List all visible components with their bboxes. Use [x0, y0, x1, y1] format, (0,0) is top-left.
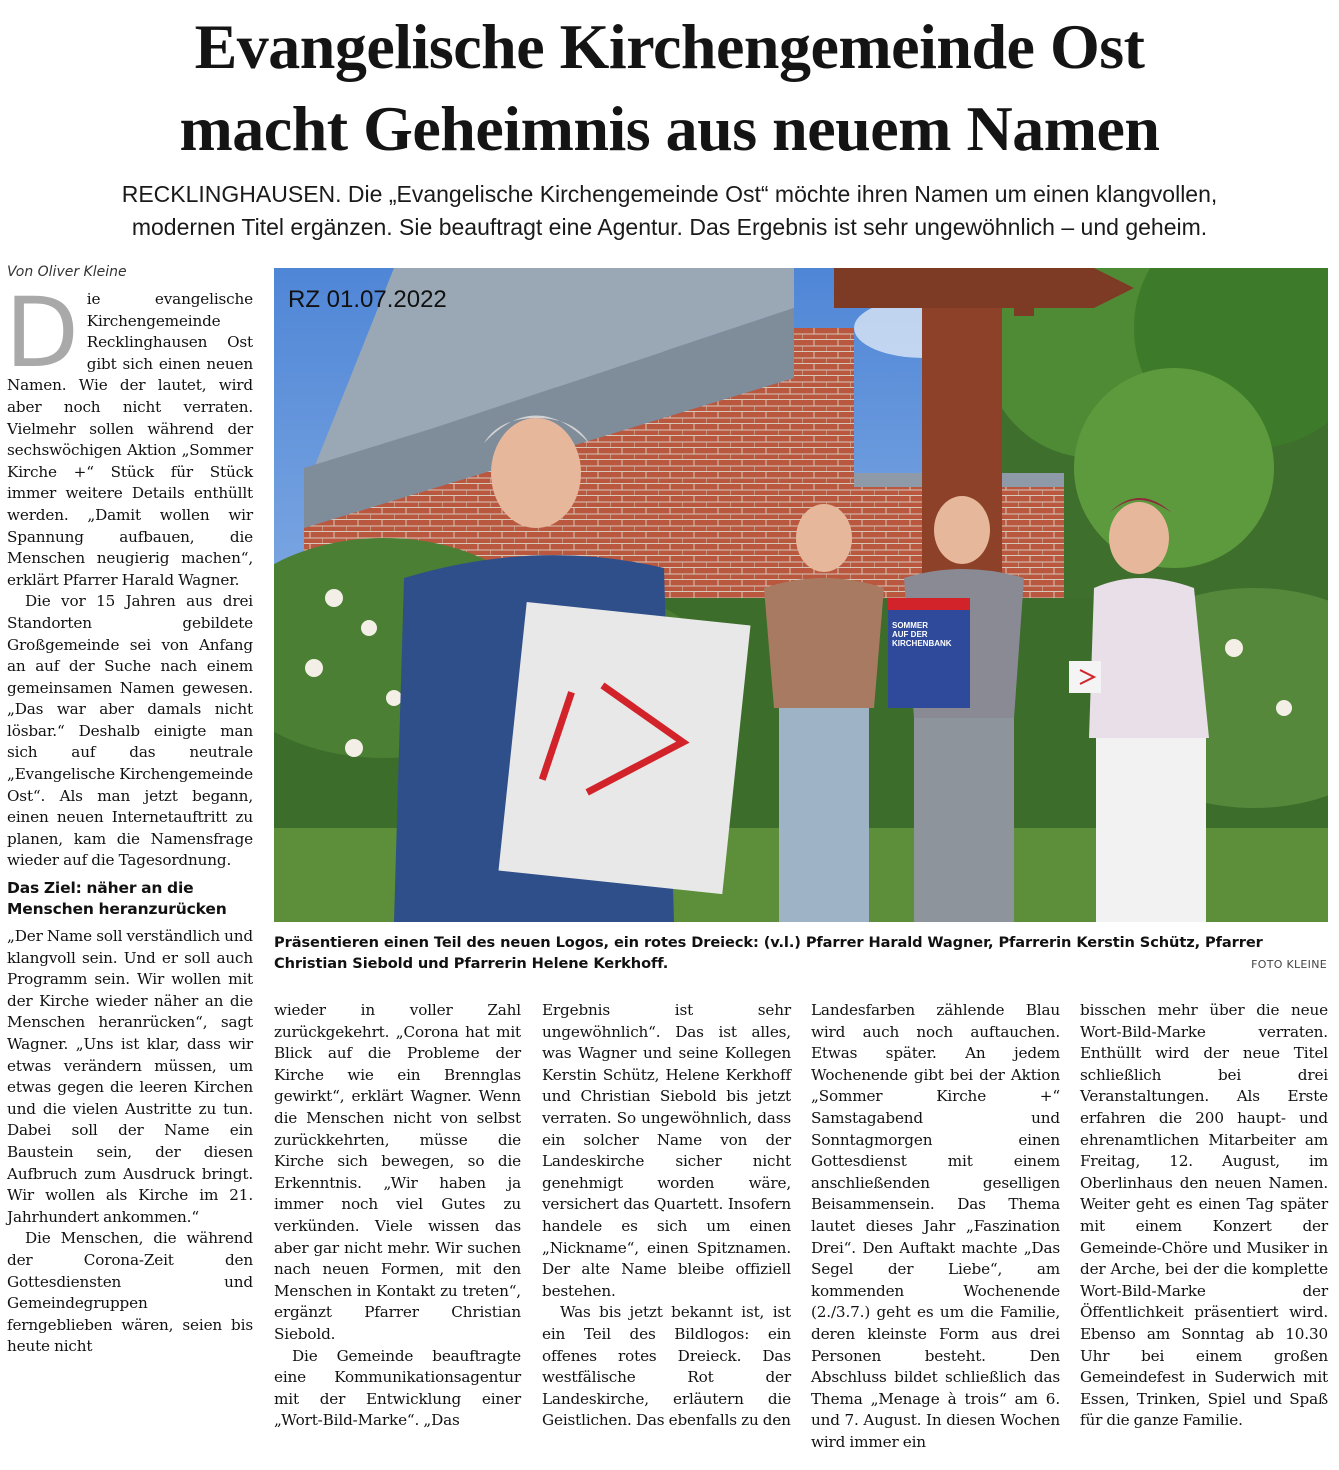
teaser-line-1: RECKLINGHAUSEN. Die „Evangelische Kirchengemeinde Ost“ möchte ihren Namen um einen klangvollen,: [121, 181, 1218, 207]
paragraph-8: Was bis jetzt bekannt ist, ist ein Teil des Bildlogos: ein offenes rotes Dreieck. Das westfälische Rot der Landeskirche, erläutern die Geistlichen. Das ebenfalls zu den: [542, 1303, 791, 1430]
article-column-3: [542, 1000, 791, 1432]
paragraph-10: bisschen mehr über die neue Wort-Bild-Marke verraten. Enthüllt wird der neue Titel schließlich bei drei Veranstaltungen. Als Erste erfahren die 200 haupt- und ehrenamtlichen Mitarbeiter am Freitag, 12. August, im Oberlinhaus den neuen Namen. Weiter geht es einen Tag später mit einem Konzert der Gemeinde-Chöre und Musiker in der Arche, bei der die komplette Wort-Bild-Marke der Öffentlichkeit präsentiert wird. Ebenso am Sonntag ab 10.30 Uhr bei einem großen Gemeindefest in Suderwich mit Essen, Trinken, Spiel und Spaß für die ganze Familie.: [1080, 1001, 1328, 1430]
article-photo: [274, 268, 1328, 922]
drop-cap: D: [5, 277, 79, 389]
poster-line-3: KIRCHENBANK: [892, 639, 952, 648]
paragraph-7: Ergebnis ist sehr ungewöhnlich“. Das ist alles, was Wagner und seine Kollegen Kerstin Schütz, Helene Kerkhoff und Christian Siebold bis jetzt verraten. So ungewöhnlich, dass ein solcher Name von der Landeskirche sicher nicht genehmigt worden wäre, versichert das Quartett. Insofern handele es sich um einen „Nickname“, einen Spitznamen. Der alte Name bleibe offiziell bestehen.: [542, 1001, 791, 1300]
article-column-5: [1080, 1000, 1328, 1432]
paragraph-5: wieder in voller Zahl zurückgekehrt. „Corona hat mit Blick auf die Probleme der Kirche wie ein Brennglas gewirkt“, erklärt Wagner. Wenn die Menschen nicht von selbst zurückkehrten, müsse die Kirche sich bewegen, so die Erkenntnis. „Wir haben ja immer noch viel Gutes zu verkünden. Viele wissen das aber gar nicht mehr. Wir suchen nach neuen Formen, mit den Menschen in Kontakt zu treten“, ergänzt Pfarrer Christian Siebold.: [274, 1001, 521, 1343]
date-stamp: RZ 01.07.2022: [288, 286, 447, 313]
headline-line-1: Evangelische Kirchengemeinde Ost: [194, 11, 1145, 82]
headline-line-2: macht Geheimnis aus neuem Namen: [179, 93, 1160, 164]
paragraph-1: ie evangelische Kirchengemeinde Recklinghausen Ost gibt sich einen neuen Namen. Wie der lautet, wird aber noch nicht verraten. Vielmehr sollen während der sechswöchigen Aktion „Sommer Kirche +“ Stück für Stück immer weitere Details enthüllt werden. „Damit wollen wir Spannung aufbauen, die Menschen neugierig machen“, erklärt Pfarrer Harald Wagner.: [7, 290, 253, 589]
teaser-line-2: modernen Titel ergänzen. Sie beauftragt eine Agentur. Das Ergebnis ist sehr ungewöhnlich – und geheim.: [131, 214, 1208, 240]
photo-caption: Präsentieren einen Teil des neuen Logos, ein rotes Dreieck: (v.l.) Pfarrer Harald Wagner, Pfarrerin Kerstin Schütz, Pfarrer Christian Siebold und Pfarrerin Helene Kerkhoff.: [274, 934, 1263, 972]
paragraph-3: „Der Name soll verständlich und klangvoll sein. Und er soll auch Programm sein. Wir wollen mit der Kirche wieder näher an die Menschen heranrücken“, sagt Wagner. „Uns ist klar, dass wir etwas verändern müssen, um etwas gegen die leeren Kirchen und die vielen Austritte zu tun. Dabei soll der Name ein Baustein sein, der diesen Aufbruch zum Ausdruck bringt. Wir wollen als Kirche im 21. Jahrhundert ankommen.“: [7, 927, 253, 1226]
paragraph-9: Landesfarben zählende Blau wird auch noch auftauchen. Etwas später. An jedem Wochenende gibt bei der Aktion „Sommer Kirche +“ Samstagabend und Sonntagmorgen einen Gottesdienst mit einem anschließenden geselligen Beisammensein. Das Thema lautet dieses Jahr „Faszination Drei“. Den Auftakt machte „Das Segel der Liebe“, am kommenden Wochenende (2./3.7.) geht es um die Familie, deren kleinste Form aus drei Personen besteht. Den Abschluss bildet schließlich das Thema „Menage à trois“ am 6. und 7. August. In diesen Wochen wird immer ein: [811, 1001, 1060, 1451]
subheading: Das Ziel: näher an die Menschen heranzurücken: [7, 879, 227, 919]
logo-glyph: [1086, 685, 1087, 686]
poster-line-1: SOMMER: [892, 621, 928, 630]
paragraph-4: Die Menschen, die während der Corona-Zeit den Gottesdiensten und Gemeindegruppen ferngeblieben wären, seien bis heute nicht: [7, 1229, 253, 1356]
poster-line-2: AUF DER: [892, 630, 928, 639]
photo-credit: FOTO KLEINE: [1251, 958, 1327, 971]
article-column-2: [274, 1000, 521, 1432]
byline: Von Oliver Kleine: [7, 264, 127, 280]
article-column-1: [5, 277, 253, 1358]
paragraph-6: Die Gemeinde beauftragte eine Kommunikationsagentur mit der Entwicklung einer „Wort-Bild-Marke“. „Das: [274, 1346, 521, 1430]
paragraph-2: Die vor 15 Jahren aus drei Standorten gebildete Großgemeinde sei von Anfang an auf der Suche nach einem gemeinsamen Namen gewesen. „Das war aber damals nicht lösbar.“ Deshalb einigte man sich auf das neutrale „Evangelische Kirchengemeinde Ost“. Als man jetzt begann, einen neuen Internetauftritt zu planen, kam die Namensfrage wieder auf die Tagesordnung.: [7, 592, 253, 870]
headline: [10, 6, 1329, 170]
photo-illustration: [274, 268, 1328, 922]
teaser: [10, 178, 1329, 244]
article-column-4: [811, 1000, 1060, 1453]
poster-title: [892, 621, 966, 648]
